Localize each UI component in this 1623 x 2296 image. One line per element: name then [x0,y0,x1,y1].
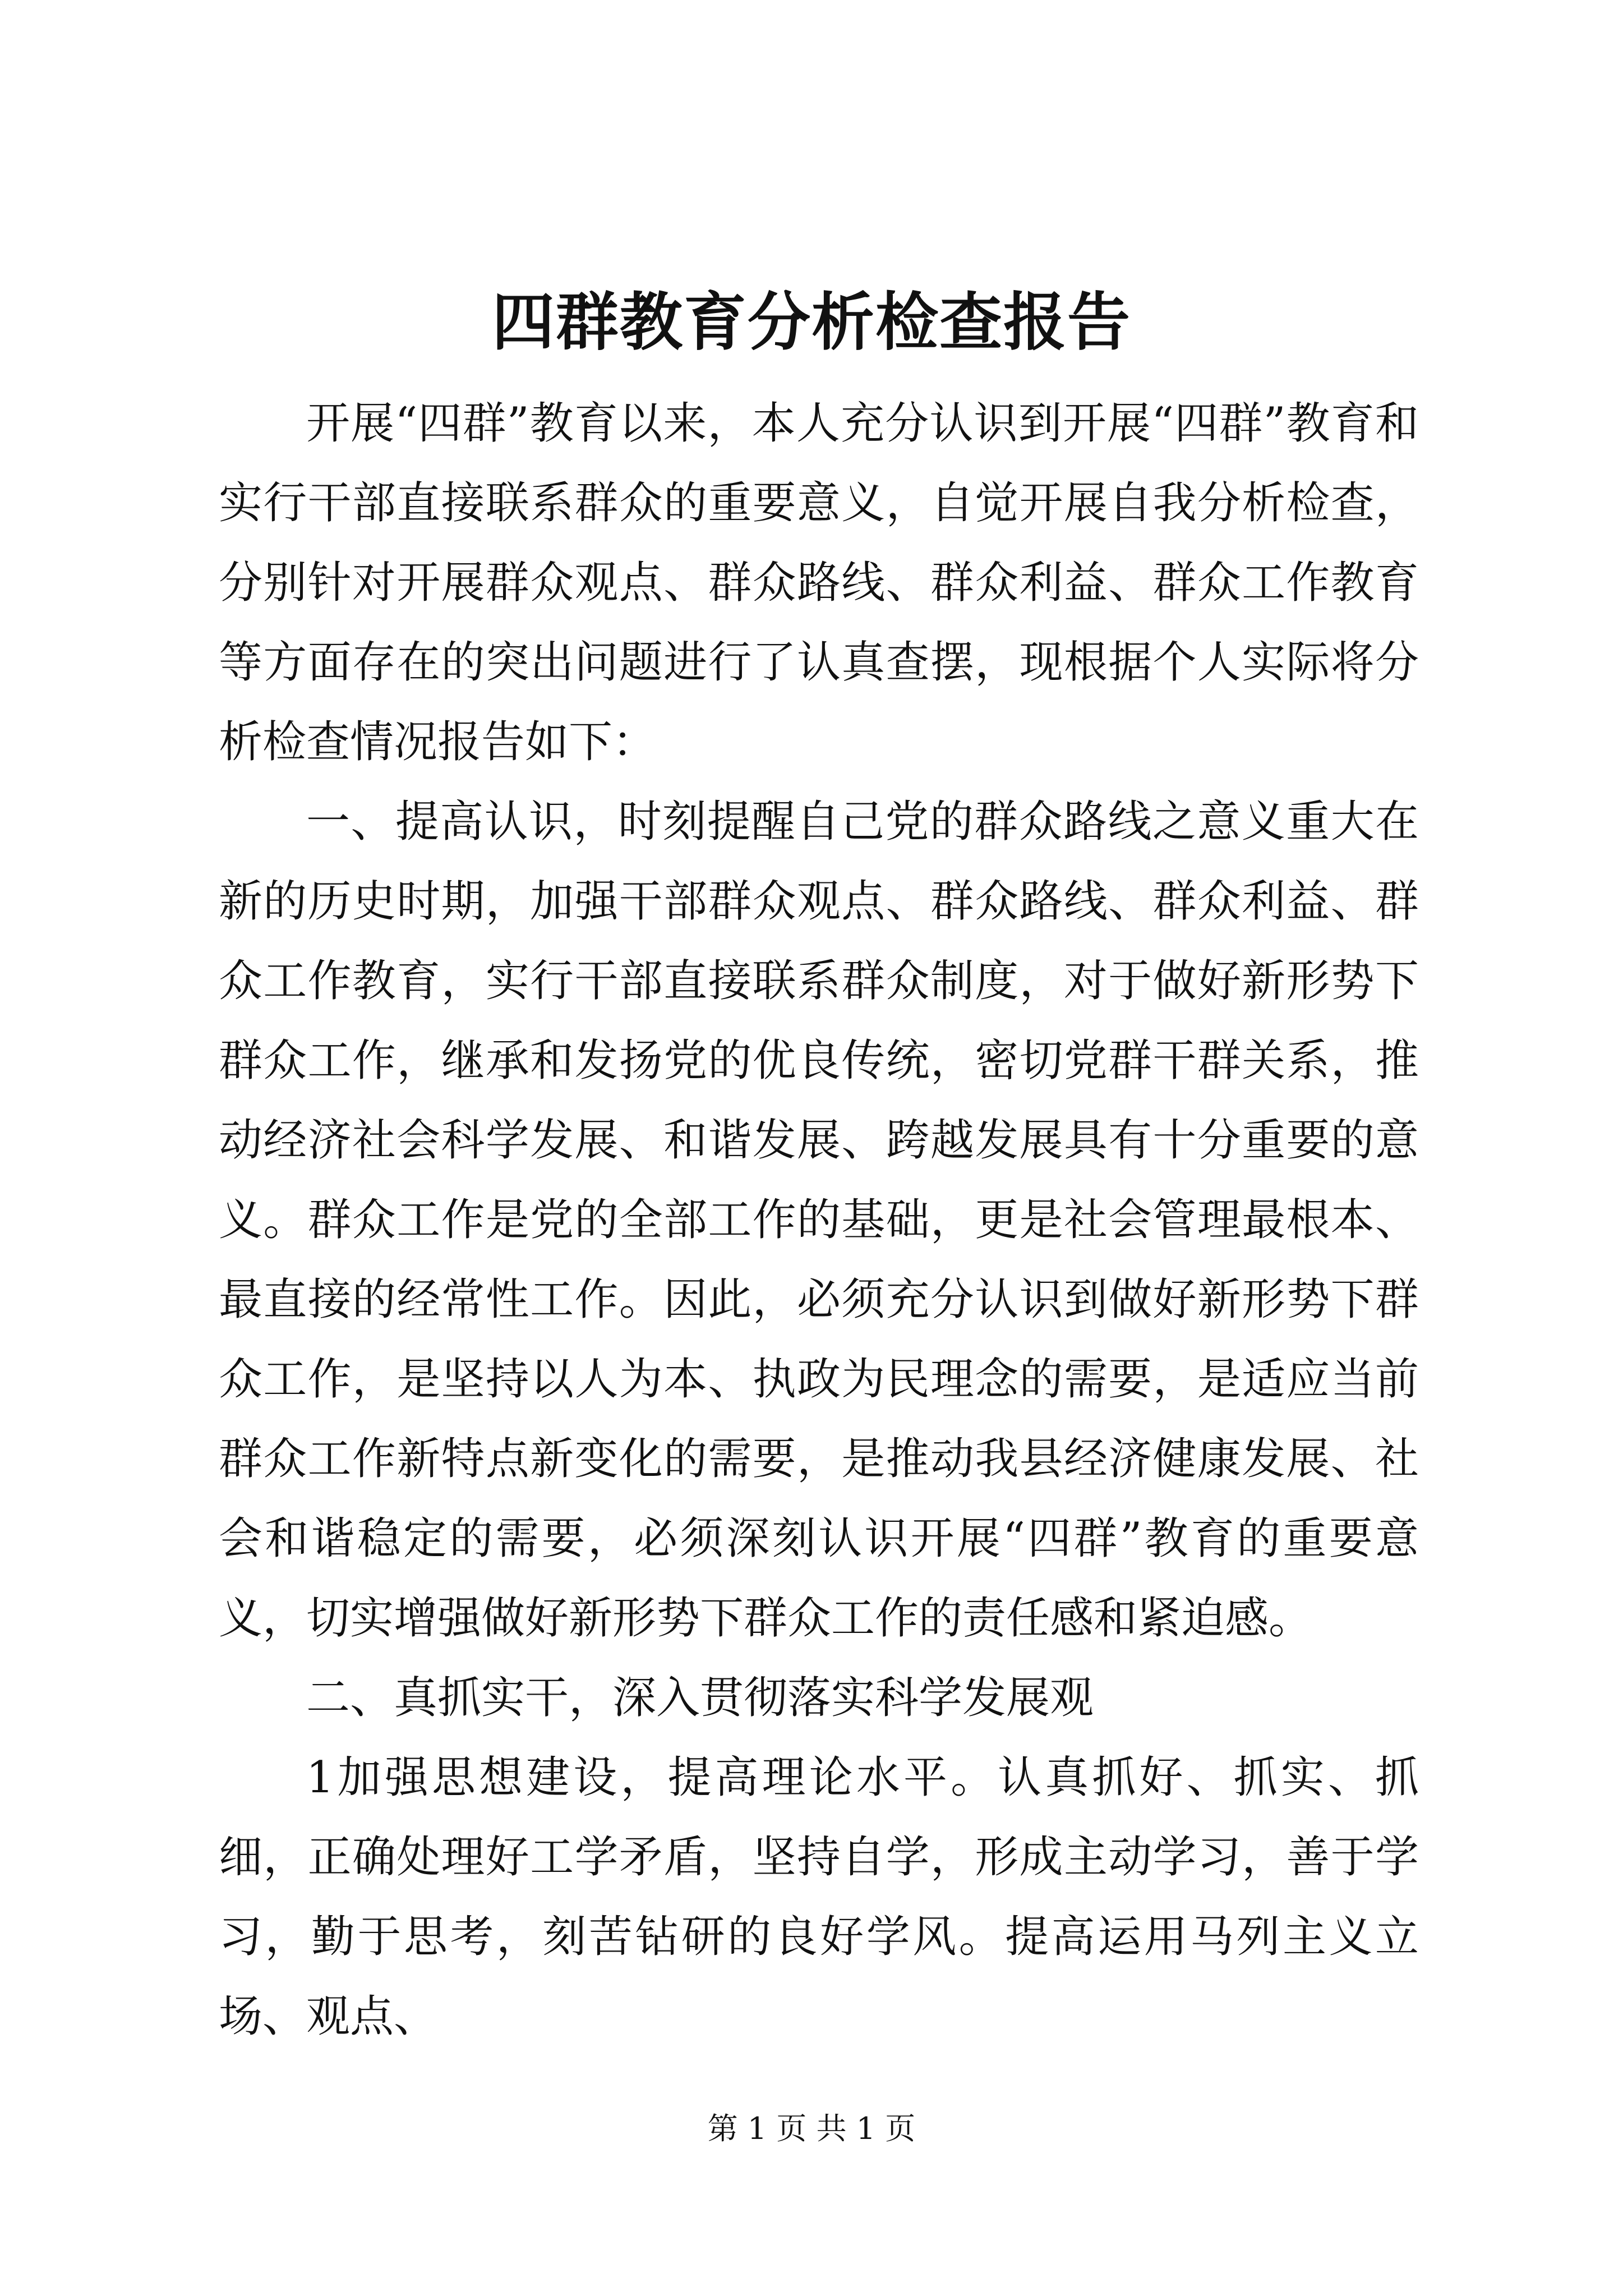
document-body [219,384,1419,2056]
paragraph-section-one: 一、提高认识，时刻提醒自己党的群众路线之意义重大在新的历史时期，加强干部群众观点、群众路线、群众利益、群众工作教育，实行干部直接联系群众制度，对于做好新形势下群众工作，继承和发扬党的优良传统，密切党群干群关系，推动经济社会科学发展、和谐发展、跨越发展具有十分重要的意义。群众工作是党的全部工作的基础，更是社会管理最根本、最直接的经常性工作。因此，必须充分认识到做好新形势下群众工作，是坚持以人为本、执政为民理念的需要，是适应当前群众工作新特点新变化的需要，是推动我县经济健康发展、社会和谐稳定的需要，必须深刻认识开展“四群”教育的重要意义，切实增强做好新形势下群众工作的责任感和紧迫感。 [219,797,1419,1644]
paragraph-item-one: 1加强思想建设，提高理论水平。认真抓好、抓实、抓细，正确处理好工学矛盾，坚持自学，形成主动学习，善于学习，勤于思考，刻苦钻研的良好学风。提高运用马列主义立场、观点、 [219,1752,1419,2042]
paragraph-section-two-heading: 二、真抓实干，深入贯彻落实科学发展观 [306,1673,1094,1723]
page-number-footer: 第 1 页 共 1 页 [707,2111,916,2146]
document-title: 四群教育分析检查报告 [492,286,1131,359]
paragraph-intro: 开展“四群”教育以来，本人充分认识到开展“四群”教育和实行干部直接联系群众的重要意义，自觉开展自我分析检查，分别针对开展群众观点、群众路线、群众利益、群众工作教育等方面存在的突出问题进行了认真查摆，现根据个人实际将分析检查情况报告如下： [219,398,1419,767]
